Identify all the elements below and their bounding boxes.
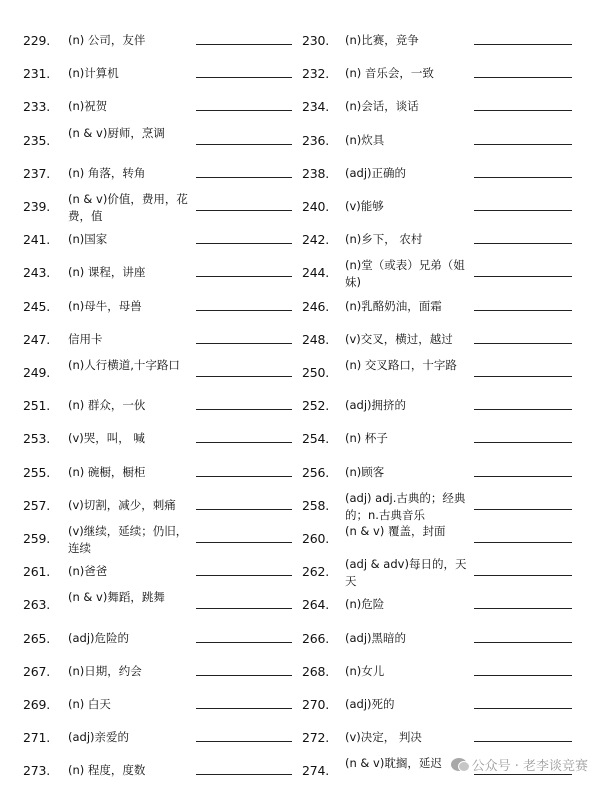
answer-blank[interactable] xyxy=(196,243,292,244)
definition-text: (adj)死的 xyxy=(345,697,395,711)
watermark xyxy=(451,755,588,774)
definition-text: (n) 群众，一伙 xyxy=(68,398,146,412)
definition-text: (n)危险 xyxy=(345,597,385,611)
definition-text: (v)决定， 判决 xyxy=(345,730,422,744)
definition-text: (n) 碗橱，橱柜 xyxy=(68,465,146,479)
item-number: 254. xyxy=(302,431,330,446)
item-number: 249. xyxy=(23,365,51,380)
definition-text: (n & v)舞蹈，跳舞 xyxy=(68,590,165,604)
definition-text: (n)顾客 xyxy=(345,465,385,479)
item-number: 246. xyxy=(302,299,330,314)
item-number: 230. xyxy=(302,33,330,48)
answer-blank[interactable] xyxy=(474,774,572,775)
item-number: 255. xyxy=(23,465,51,480)
item-number: 259. xyxy=(23,531,51,546)
item-number: 265. xyxy=(23,631,51,646)
definition-text: 信用卡 xyxy=(68,332,103,346)
definition-text: (n) 白天 xyxy=(68,697,111,711)
item-number: 271. xyxy=(23,730,51,745)
item-number: 232. xyxy=(302,66,330,81)
answer-blank[interactable] xyxy=(196,144,292,145)
item-number: 269. xyxy=(23,697,51,712)
answer-blank[interactable] xyxy=(474,642,572,643)
item-number: 274. xyxy=(302,763,330,778)
definition-text: (adj)正确的 xyxy=(345,166,407,180)
item-number: 247. xyxy=(23,332,51,347)
answer-blank[interactable] xyxy=(474,110,572,111)
answer-blank[interactable] xyxy=(474,44,572,45)
item-number: 236. xyxy=(302,133,330,148)
watermark-text: 公众号 · 老李谈竞赛 xyxy=(471,759,588,774)
item-number: 237. xyxy=(23,166,51,181)
definition-text: (n) 程度，度数 xyxy=(68,763,146,777)
answer-blank[interactable] xyxy=(474,310,572,311)
item-number: 233. xyxy=(23,99,51,114)
item-number: 229. xyxy=(23,33,51,48)
answer-blank[interactable] xyxy=(474,542,572,543)
answer-blank[interactable] xyxy=(196,44,292,45)
definition-text: (n) 课程，讲座 xyxy=(68,265,146,279)
item-number: 243. xyxy=(23,265,51,280)
definition-text: (n & v)耽搁，延迟 xyxy=(345,756,442,770)
answer-blank[interactable] xyxy=(474,210,572,211)
definition-text: (n)比赛，竞争 xyxy=(345,33,419,47)
definition-text: (n)炊具 xyxy=(345,133,385,147)
definition-text: (n)爸爸 xyxy=(68,564,108,578)
item-number: 231. xyxy=(23,66,51,81)
answer-blank[interactable] xyxy=(474,376,572,377)
definition-text: (n)母牛，母兽 xyxy=(68,299,142,313)
item-number: 266. xyxy=(302,631,330,646)
definition-text: (adj)危险的 xyxy=(68,631,130,645)
definition-text: (n) 音乐会，一致 xyxy=(345,66,434,80)
item-number: 257. xyxy=(23,498,51,513)
item-number: 261. xyxy=(23,564,51,579)
item-number: 256. xyxy=(302,465,330,480)
definition-text: (adj) adj.古典的；经典的；n.古典音乐 xyxy=(345,491,466,522)
answer-blank[interactable] xyxy=(196,210,292,211)
answer-blank[interactable] xyxy=(196,110,292,111)
item-number: 235. xyxy=(23,133,51,148)
answer-blank[interactable] xyxy=(474,409,572,410)
answer-blank[interactable] xyxy=(196,177,292,178)
answer-blank[interactable] xyxy=(196,575,292,576)
definition-text: (n)堂（或表）兄弟（姐妹) xyxy=(345,258,465,289)
item-number: 248. xyxy=(302,332,330,347)
item-number: 245. xyxy=(23,299,51,314)
item-number: 240. xyxy=(302,199,330,214)
answer-blank[interactable] xyxy=(474,442,572,443)
answer-blank[interactable] xyxy=(474,276,572,277)
item-number: 270. xyxy=(302,697,330,712)
answer-blank[interactable] xyxy=(474,343,572,344)
answer-blank[interactable] xyxy=(474,741,572,742)
wechat-icon xyxy=(451,758,467,771)
definition-text: (n)乳酪奶油，面霜 xyxy=(345,299,442,313)
answer-blank[interactable] xyxy=(474,509,572,510)
answer-blank[interactable] xyxy=(196,509,292,510)
definition-text: (adj)黑暗的 xyxy=(345,631,407,645)
definition-text: (n)女儿 xyxy=(345,664,385,678)
item-number: 250. xyxy=(302,365,330,380)
definition-text: (adj & adv)每日的，天天 xyxy=(345,557,467,588)
answer-blank[interactable] xyxy=(196,276,292,277)
item-number: 234. xyxy=(302,99,330,114)
item-number: 252. xyxy=(302,398,330,413)
definition-text: (n & v)价值，费用，花费，值 xyxy=(68,192,188,223)
definition-text: (n) 交叉路口，十字路 xyxy=(345,358,457,372)
item-number: 268. xyxy=(302,664,330,679)
definition-text: (n) 杯子 xyxy=(345,431,388,445)
definition-text: (v)交叉，横过，越过 xyxy=(345,332,453,346)
definition-text: (v)切割，减少，刺痛 xyxy=(68,498,176,512)
answer-blank[interactable] xyxy=(196,442,292,443)
answer-blank[interactable] xyxy=(196,542,292,543)
definition-text: (n) 公司，友伴 xyxy=(68,33,146,47)
answer-blank[interactable] xyxy=(474,708,572,709)
answer-blank[interactable] xyxy=(474,243,572,244)
item-number: 253. xyxy=(23,431,51,446)
answer-blank[interactable] xyxy=(196,675,292,676)
item-number: 251. xyxy=(23,398,51,413)
answer-blank[interactable] xyxy=(196,708,292,709)
definition-text: (n) 角落，转角 xyxy=(68,166,146,180)
item-number: 264. xyxy=(302,597,330,612)
item-number: 242. xyxy=(302,232,330,247)
answer-blank[interactable] xyxy=(196,77,292,78)
answer-blank[interactable] xyxy=(196,476,292,477)
answer-blank[interactable] xyxy=(196,343,292,344)
answer-blank[interactable] xyxy=(196,774,292,775)
item-number: 260. xyxy=(302,531,330,546)
answer-blank[interactable] xyxy=(196,642,292,643)
answer-blank[interactable] xyxy=(474,177,572,178)
definition-text: (n)会话，谈话 xyxy=(345,99,419,113)
definition-text: (n)计算机 xyxy=(68,66,119,80)
definition-text: (n)乡下， 农村 xyxy=(345,232,423,246)
item-number: 244. xyxy=(302,265,330,280)
answer-blank[interactable] xyxy=(474,675,572,676)
answer-blank[interactable] xyxy=(196,608,292,609)
answer-blank[interactable] xyxy=(196,310,292,311)
item-number: 239. xyxy=(23,199,51,214)
definition-text: (n)国家 xyxy=(68,232,108,246)
definition-text: (v)继续，延续；仍旧，连续 xyxy=(68,524,188,555)
answer-blank[interactable] xyxy=(196,376,292,377)
item-number: 263. xyxy=(23,597,51,612)
answer-blank[interactable] xyxy=(474,77,572,78)
answer-blank[interactable] xyxy=(474,608,572,609)
definition-text: (v)能够 xyxy=(345,199,384,213)
answer-blank[interactable] xyxy=(196,741,292,742)
item-number: 258. xyxy=(302,498,330,513)
definition-text: (n)日期，约会 xyxy=(68,664,142,678)
definition-text: (n & v)厨师，烹调 xyxy=(68,126,165,140)
definition-text: (v)哭，叫， 喊 xyxy=(68,431,145,445)
answer-blank[interactable] xyxy=(474,575,572,576)
answer-blank[interactable] xyxy=(196,409,292,410)
item-number: 241. xyxy=(23,232,51,247)
definition-text: (n & v) 覆盖，封面 xyxy=(345,524,446,538)
definition-text: (n)人行横道,十字路口 xyxy=(68,358,180,372)
answer-blank[interactable] xyxy=(474,144,572,145)
definition-text: (adj)拥挤的 xyxy=(345,398,407,412)
answer-blank[interactable] xyxy=(474,476,572,477)
item-number: 267. xyxy=(23,664,51,679)
item-number: 273. xyxy=(23,763,51,778)
definition-text: (n)祝贺 xyxy=(68,99,108,113)
item-number: 238. xyxy=(302,166,330,181)
item-number: 272. xyxy=(302,730,330,745)
item-number: 262. xyxy=(302,564,330,579)
definition-text: (adj)亲爱的 xyxy=(68,730,130,744)
